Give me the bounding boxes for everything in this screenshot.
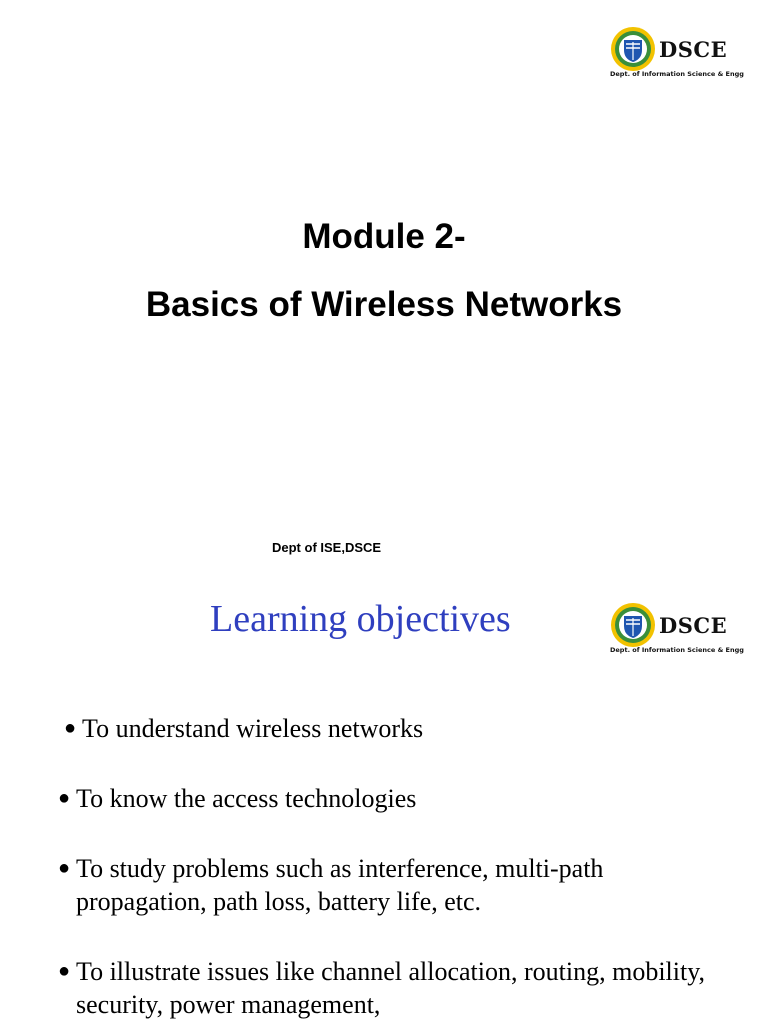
objective-item	[58, 955, 738, 1021]
slide-heading: Learning objectives	[210, 598, 511, 640]
bullet-icon: ●	[58, 857, 71, 879]
logo-subtitle: Dept. of Information Science & Engg	[610, 70, 744, 78]
objective-text: To know the access technologies	[76, 784, 417, 813]
logo-name: DSCE	[659, 36, 728, 62]
slide-footer: Dept of ISE,DSCE	[272, 540, 382, 555]
objective-text: To study problems such as interference, multi-path propagation, path loss, battery life, etc.	[76, 854, 604, 916]
college-seal-icon	[610, 26, 656, 72]
college-logo	[610, 602, 744, 654]
objective-item	[58, 782, 738, 815]
objectives-list	[58, 712, 738, 1021]
objective-item	[64, 712, 738, 745]
objective-text: To illustrate issues like channel allocation, routing, mobility, security, power management,	[76, 957, 706, 1019]
objective-item	[58, 852, 738, 918]
bullet-icon: ●	[58, 787, 71, 809]
bullet-icon: ●	[58, 960, 71, 982]
objective-text: To understand wireless networks	[82, 714, 424, 743]
logo-subtitle: Dept. of Information Science & Engg	[610, 646, 744, 654]
college-seal-icon	[610, 602, 656, 648]
slide-learning-objectives	[0, 582, 768, 1024]
slide-title-line-1: Module 2-	[302, 217, 466, 256]
bullet-icon: ●	[64, 717, 77, 739]
slide-title-line-2: Basics of Wireless Networks	[145, 285, 623, 324]
logo-name: DSCE	[659, 612, 728, 638]
college-logo	[610, 26, 744, 78]
